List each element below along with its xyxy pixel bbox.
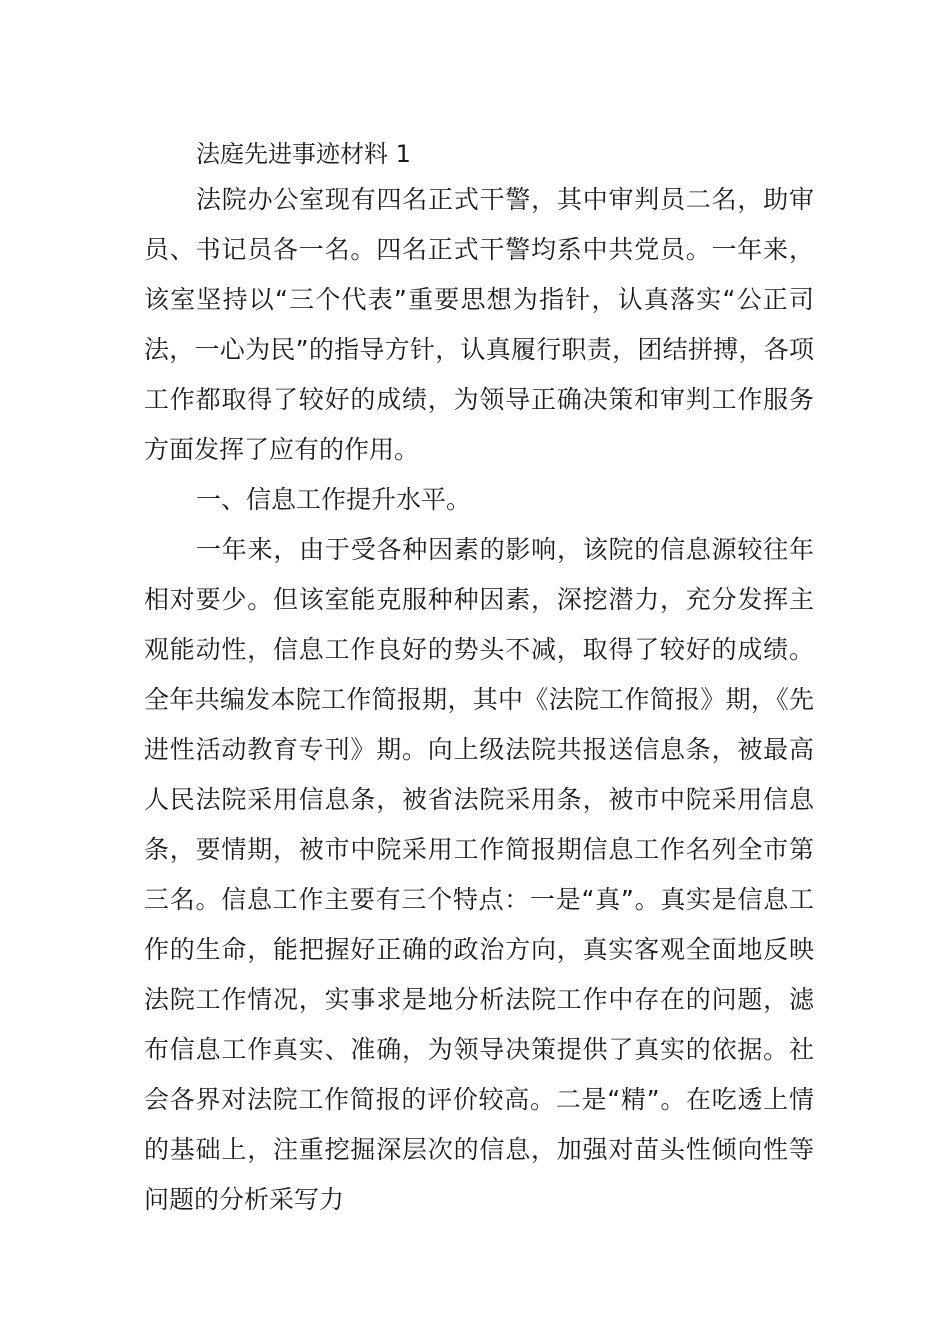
paragraph-information-work: 一年来，由于受各种因素的影响，该院的信息源较往年相对要少。但该室能克服种种因素，深挖潜力，充分发挥主观能动性，信息工作良好的势头不减，取得了较好的成绩。全年共编发本院工作简报期，其中《法院工作简报》期，《先进性活动教育专刊》期。向上级法院共报送信息条，被最高人民法院采用信息条，被省法院采用条，被市中院采用信息条，要情期，被市中院采用工作简报期信息工作名列全市第三名。信息工作主要有三个特点：一是“真”。真实是信息工作的生命，能把握好正确的政治方向，真实客观全面地反映法院工作情况，实事求是地分析法院工作中存在的问题，滤布信息工作真实、准确，为领导决策提供了真实的依据。社会各界对法院工作简报的评价较高。二是“精”。在吃透上情的基础上，注重挖掘深层次的信息，加强对苗头性倾向性等问题的分析采写力 <box>144 535 814 1214</box>
section-heading-information-work: 一、信息工作提升水平。 <box>196 485 472 514</box>
paragraph-intro: 法院办公室现有四名正式干警，其中审判员二名，助审员、书记员各一名。四名正式干警均系中共党员。一年来，该室坚持以“三个代表”重要思想为指针，认真落实“公正司法，一心为民”的指导方针，认真履行职责，团结拼搏，各项工作都取得了较好的成绩，为领导正确决策和审判工作服务方面发挥了应有的作用。 <box>144 185 814 464</box>
document-title: 法庭先进事迹材料 1 <box>196 140 411 168</box>
